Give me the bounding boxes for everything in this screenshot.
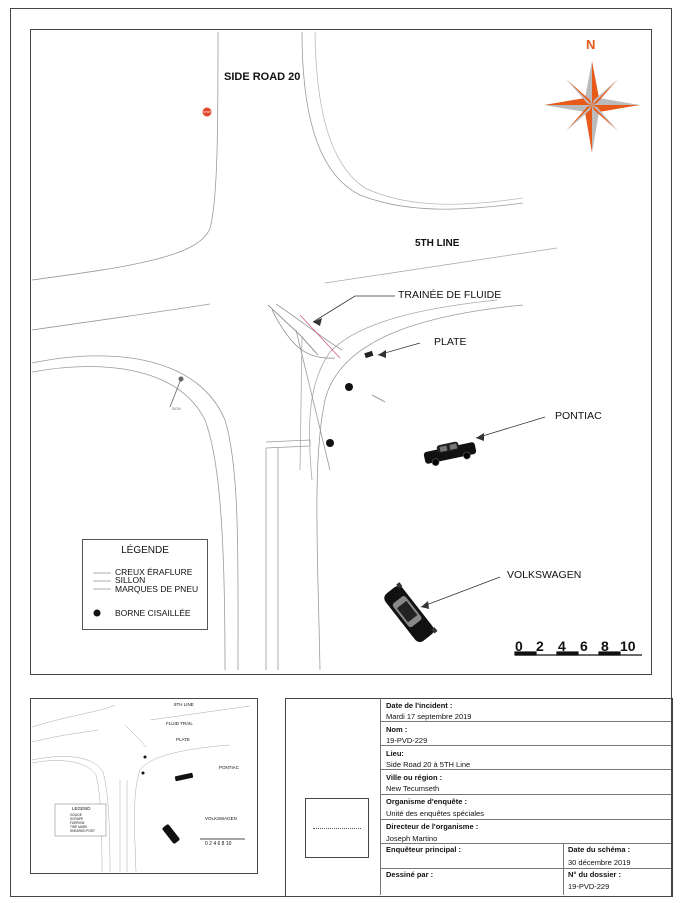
file-number-value: 19-PVD-229 xyxy=(568,882,610,891)
thumb-legend-item-0: GOUGE xyxy=(70,813,82,817)
legend-title: LÉGENDE xyxy=(121,545,169,556)
side-road-label: SIDE ROAD 20 xyxy=(224,71,301,83)
thumb-fluid-trail-label: FLUID TRAIL xyxy=(166,721,193,726)
city-value: New Tecumseth xyxy=(386,784,440,793)
legend-item-furrow: SILLON xyxy=(115,575,146,585)
agency-label: Organisme d'enquête : xyxy=(386,797,467,806)
thumb-volkswagen-label: VOLKSWAGEN xyxy=(205,816,237,821)
scale-label-10: 10 xyxy=(620,638,636,654)
scale-label-4: 4 xyxy=(558,638,566,654)
signature-scribble xyxy=(313,828,361,830)
scale-label-0: 0 xyxy=(515,638,523,654)
legend-item-gouge: CREUX ÉRAFLURE xyxy=(115,567,193,577)
name-label: Nom : xyxy=(386,725,408,734)
agency-value: Unité des enquêtes spéciales xyxy=(386,809,484,818)
legend-item-sheared-post: BORNE CISAILLÉE xyxy=(115,608,191,618)
thumb-scale-labels: 0 2 4 6 8 10 xyxy=(205,841,232,847)
file-number-label: N° du dossier : xyxy=(568,870,622,879)
volkswagen-label: VOLKSWAGEN xyxy=(507,569,582,581)
diagram-date-label: Date du schéma : xyxy=(568,845,631,854)
thumb-legend-item-2: FURROW xyxy=(70,821,85,825)
scale-label-2: 2 xyxy=(536,638,544,654)
scale-label-6: 6 xyxy=(580,638,588,654)
thumb-pontiac-label: PONTIAC xyxy=(219,765,240,770)
thumb-legend-item-1: SCRAPE xyxy=(70,817,84,821)
director-label: Directeur de l'organisme : xyxy=(386,822,479,831)
lead-investigator-label: Enquêteur principal : xyxy=(386,845,462,854)
name-value: 19-PVD-229 xyxy=(386,736,428,745)
scale-label-8: 8 xyxy=(601,638,609,654)
compass-north-label: N xyxy=(586,37,596,52)
thumb-legend-item-4: SHEARED POST xyxy=(70,829,95,833)
incident-date-label: Date de l'incident : xyxy=(386,701,453,710)
thumb-fifth-line-label: 5TH LINE xyxy=(174,702,194,707)
city-label: Ville ou région : xyxy=(386,773,443,782)
pontiac-label: PONTIAC xyxy=(555,410,602,422)
thumb-legend-item-3: TIRE MARK xyxy=(70,825,88,829)
diagram-date-value: 30 décembre 2019 xyxy=(568,858,631,867)
fifth-line-label: 5TH LINE xyxy=(415,238,460,249)
location-value: Side Road 20 à 5TH Line xyxy=(386,760,471,769)
thumb-legend-title: LEGEND xyxy=(72,806,91,811)
svg-text:SIGN: SIGN xyxy=(172,407,181,411)
fluid-trail-label: TRAINÉE DE FLUIDE xyxy=(398,289,502,301)
stop-sign-label: STOP xyxy=(203,110,212,114)
location-label: Lieu: xyxy=(386,749,404,758)
thumb-plate-label: PLATE xyxy=(176,737,190,742)
incident-date-value: Mardi 17 septembre 2019 xyxy=(386,712,472,721)
plate-label: PLATE xyxy=(434,336,467,348)
drawn-by-label: Dessiné par : xyxy=(386,870,434,879)
director-value: Joseph Martino xyxy=(386,834,438,843)
legend-item-tire-marks: MARQUES DE PNEU xyxy=(115,584,199,594)
